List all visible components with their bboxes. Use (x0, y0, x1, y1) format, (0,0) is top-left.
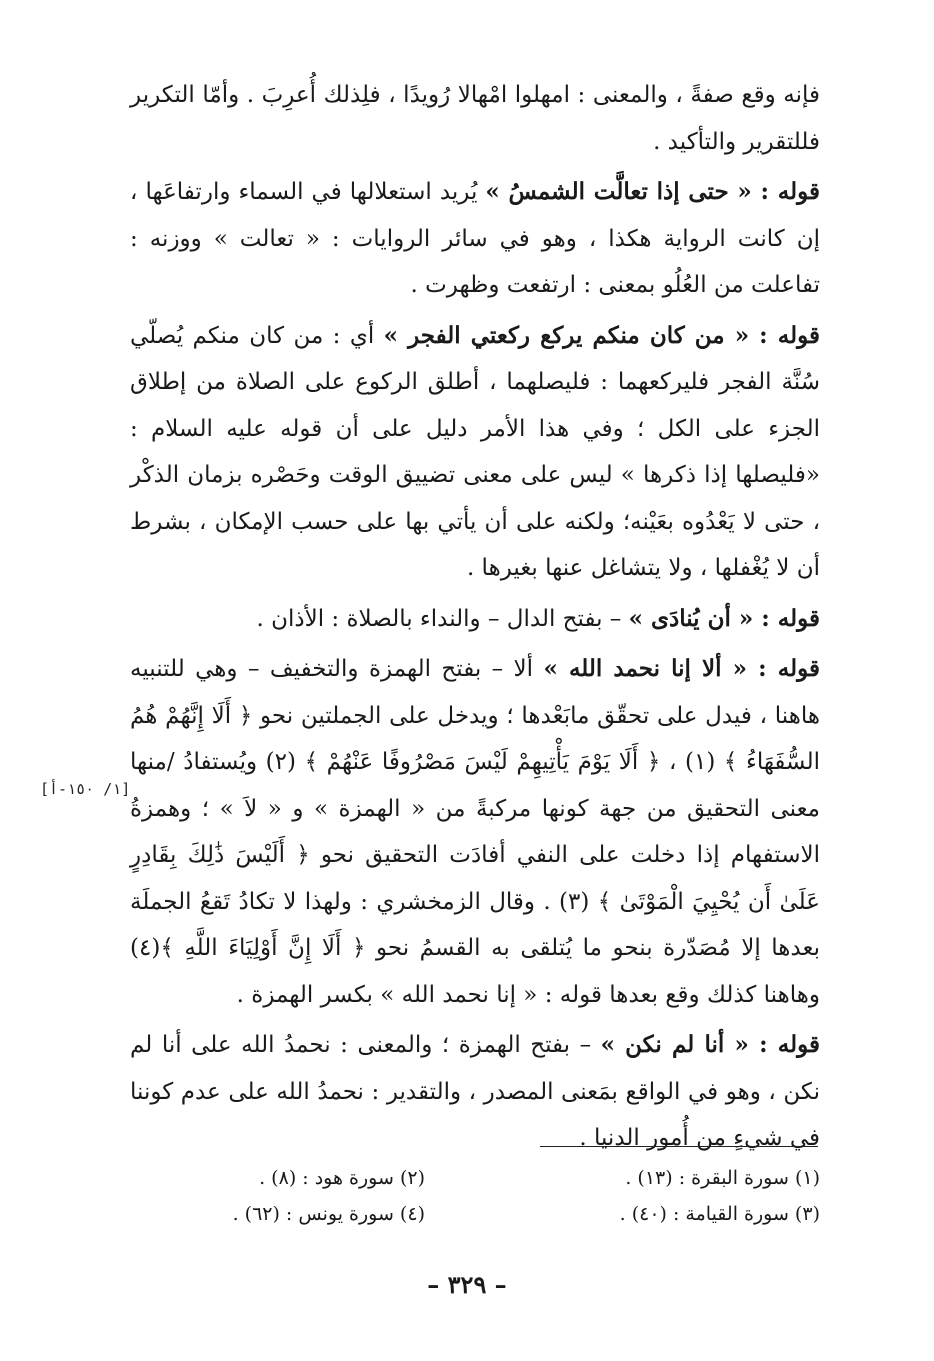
paragraph-keyword: قوله : (749, 321, 820, 349)
paragraph-text: – بفتح الدال – والنداء بالصلاة : الأذان . (256, 605, 629, 632)
paragraph-quote: « حتى إذا تعالَّت الشمسُ » (485, 178, 752, 205)
paragraph-quote: « من كان منكم يركع ركعتي الفجر » (383, 321, 750, 349)
manuscript-folio-note: [١/ ١٥٠-أ] (40, 780, 131, 798)
paragraph-text: فإنه وقع صفةً ، والمعنى : امهلوا امْهالا رُويدًا ، فلِذلك أُعرِبَ . وأمّا التكرير فللتقرير والتأكيد . (130, 82, 820, 155)
footnotes (130, 1160, 820, 1232)
footnote-4: (٤) سورة يونس : (٦٢) . (232, 1203, 425, 1225)
footnote-1: (١) سورة البقرة : (١٣) . (625, 1167, 820, 1189)
paragraph-quote: « أن يُنادَى » (628, 604, 754, 632)
paragraph-6 (130, 1022, 820, 1162)
paragraph-quote: « أنا لم نكن » (600, 1031, 749, 1058)
paragraph-1 (130, 72, 820, 165)
paragraph-keyword: قوله : (751, 178, 820, 205)
paragraph-text: يُريد استعلالها في السماء وارتفاعَها ، إن كانت الرواية هكذا ، وهو في سائر الروايات : « تعالت » ووزنه : تفاعلت من العُلُو بمعنى : ارتفعت وظهرت . (130, 179, 820, 298)
paragraph-2 (130, 169, 820, 309)
paragraph-keyword: قوله : (753, 604, 820, 632)
paragraph-text: أي : من كان منكم يُصلّي سُنَّة الفجر فليركعهما : فليصلهما ، أطلق الركوع على الصلاة من إطلاق الجزء على الكل ؛ وفي هذا الأمر دليل على أن قوله عليه السلام : «فليصلها إذا ذكرها » ليس على معنى تضييق الوقت وحَصْره بزمان الذكْر ، حتى لا يَعْدُوه بعَيْنه؛ ولكنه على أن يأتي بها على حسب الإمكان ، بشرط أن لا يُغْفلها ، ولا يتشاغل عنها بغيرها . (130, 322, 820, 581)
page-number: – ٣٢٩ – (427, 1270, 507, 1299)
paragraph-text: – بفتح الهمزة ؛ والمعنى : نحمدُ الله على أنا لم نكن ، وهو في الواقع بمَعنى المصدر ، والتقدير : نحمدُ الله على عدم كوننا في شيءٍ من أُمور الدنيا . (130, 1032, 820, 1151)
footnote-3: (٣) سورة القيامة : (٤٠) . (619, 1203, 820, 1225)
footnote-divider (540, 1146, 818, 1147)
paragraph-3 (130, 313, 820, 592)
footnote-2: (٢) سورة هود : (٨) . (259, 1167, 425, 1189)
paragraph-text: ألا – بفتح الهمزة والتخفيف – وهي للتنبيه هاهنا ، فيدل على تحقّق مابَعْدها ؛ ويدخل على الجملتين نحو ﴿ أَلَا إِنَّهُمْ هُمُ السُّفَهَاءُ ﴾ (١) ، ﴿ أَلَا يَوْمَ يَأْتِيهِمْ لَيْسَ مَصْرُوفًا عَنْهُمْ ﴾ (٢) ويُستفادُ /منها معنى التحقيق من جهة كونها مركبةً من « الهمزة » و « لاَ » ؛ وهمزةُ الاستفهام إذا دخلت على النفي أفادَت التحقيق نحو ﴿ أَلَيْسَ ذَٰلِكَ بِقَادِرٍ عَلَىٰ أَن يُحْيِيَ الْمَوْتَىٰ ﴾ (٣) . وقال الزمخشري : ولهذا لا تكادُ تَقعُ الجملَة بعدها إلا مُصَدّرة بنحو ما يُتلقى به القسمُ نحو ﴿ أَلَا إِنَّ أَوْلِيَاءَ اللَّهِ ﴾(٤) وهاهنا كذلك وقع بعدها قوله : « إنا نحمد الله » بكسر الهمزة . (130, 656, 820, 1008)
main-text (130, 72, 820, 1166)
paragraph-keyword: قوله : (748, 1031, 820, 1058)
paragraph-quote: « ألا إنا نحمد الله » (543, 655, 748, 682)
paragraph-keyword: قوله : (747, 655, 820, 682)
paragraph-5 (130, 646, 820, 1018)
paragraph-4 (130, 596, 820, 643)
